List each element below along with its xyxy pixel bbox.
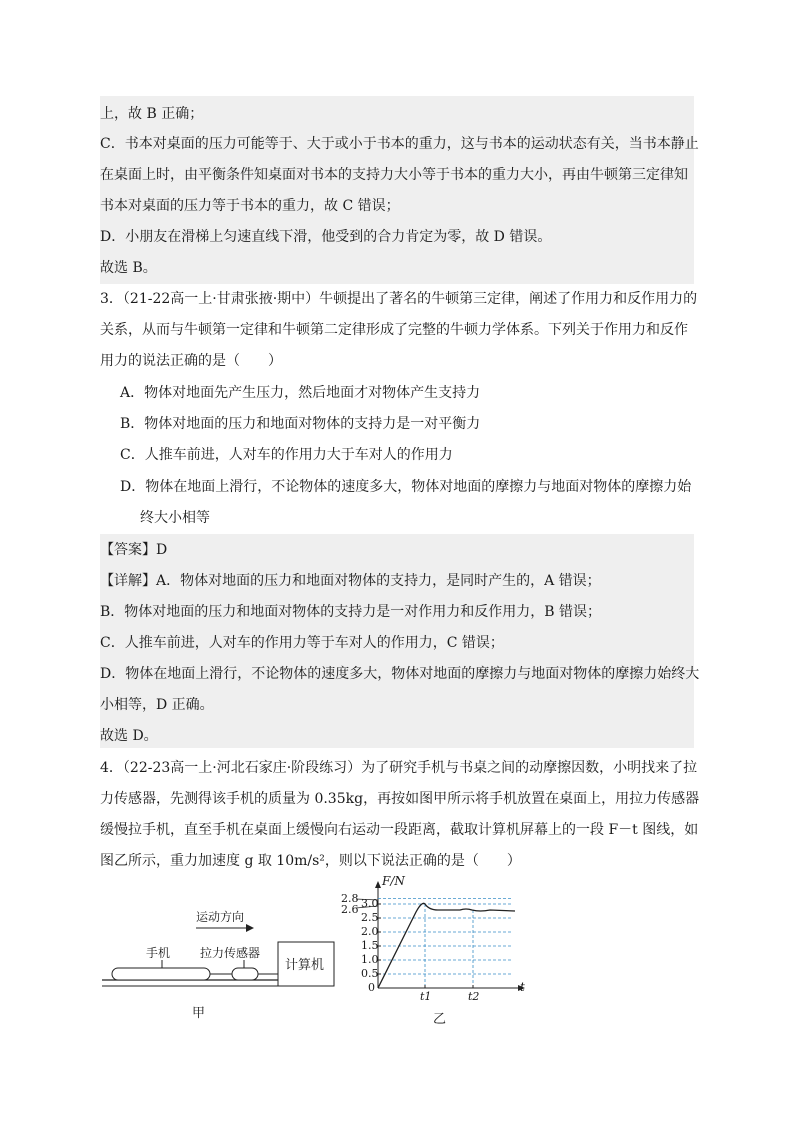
y-tick-2-5: 2.5 bbox=[361, 911, 379, 924]
y-tick-3-0: 3.0 bbox=[361, 897, 379, 910]
explanation-line: 【详解】A．物体对地面的压力和地面对物体的支持力，是同时产生的，A 错误； bbox=[100, 573, 601, 589]
explanation-line: C．人推车前进，人对车的作用力等于车对人的作用力，C 错误； bbox=[100, 635, 504, 651]
question-4-stem: 缓慢拉手机，直至手机在桌面上缓慢向右运动一段距离，截取计算机屏幕上的一段 F－t 图线，如 bbox=[100, 822, 699, 838]
caption-yi: 乙 bbox=[433, 1012, 447, 1027]
question-3-stem: 3．（21-22高一上·甘肃张掖·期中）牛顿提出了著名的牛顿第三定律，阐述了作用力和反作用力的 bbox=[100, 291, 698, 307]
explanation-line: D．物体在地面上滑行，不论物体的速度多大，物体对地面的摩擦力与地面对物体的摩擦力始终大 bbox=[100, 666, 700, 682]
question-4-stem: 力传感器，先测得该手机的质量为 0.35kg，再按如图甲所示将手机放置在桌面上，用拉力传感器 bbox=[100, 791, 700, 807]
y-tick-2-0: 2.0 bbox=[361, 925, 379, 938]
y-tick-1-5: 1.5 bbox=[361, 939, 379, 952]
question-4-stem: 图乙所示，重力加速度 g 取 10m/s²，则以下说法正确的是（ ） bbox=[100, 853, 521, 869]
text-line: 故选 B。 bbox=[100, 260, 157, 276]
option-a: A．物体对地面先产生压力，然后地面才对物体产生支持力 bbox=[120, 385, 481, 401]
label-direction: 运动方向 bbox=[196, 910, 245, 924]
t2-label: t2 bbox=[468, 990, 480, 1003]
y-tick-1-0: 1.0 bbox=[361, 953, 379, 966]
option-d-cont: 终大小相等 bbox=[140, 510, 210, 526]
label-phone: 手机 bbox=[146, 946, 171, 960]
y-tick-0-5: 0.5 bbox=[361, 967, 379, 980]
question-3-stem: 用力的说法正确的是（ ） bbox=[100, 353, 282, 369]
y-axis-label: F/N bbox=[382, 874, 405, 888]
text-line: 在桌面上时，由平衡条件知桌面对书本的支持力大小等于书本的重力大小，再由牛顿第三定律知 bbox=[100, 167, 688, 183]
answer-block-shade-1 bbox=[100, 96, 699, 284]
text-line: C．书本对桌面的压力可能等于、大于或小于书本的重力，这与书本的运动状态有关，当书本静止 bbox=[100, 136, 699, 152]
option-b: B．物体对地面的压力和地面对物体的支持力是一对平衡力 bbox=[120, 416, 481, 432]
option-c: C．人推车前进，人对车的作用力大于车对人的作用力 bbox=[120, 447, 453, 463]
text-line: 上，故 B 正确； bbox=[100, 106, 204, 122]
explanation-line: B．物体对地面的压力和地面对物体的支持力是一对作用力和反作用力，B 错误； bbox=[100, 604, 602, 620]
caption-jia: 甲 bbox=[192, 1006, 206, 1021]
origin-label: 0 bbox=[368, 981, 375, 994]
t1-label: t1 bbox=[420, 990, 432, 1003]
phone-shape bbox=[112, 968, 210, 980]
question-3-stem: 关系，从而与牛顿第一定律和牛顿第二定律形成了完整的牛顿力学体系。下列关于作用力和反作 bbox=[100, 322, 688, 338]
text-line: D．小朋友在滑梯上匀速直线下滑，他受到的合力肯定为零，故 D 错误。 bbox=[100, 229, 552, 245]
explanation-line: 故选 D。 bbox=[100, 728, 158, 744]
question-4-stem: 4．（22-23高一上·河北石家庄·阶段练习）为了研究手机与书桌之间的动摩擦因数，小明找来了拉 bbox=[100, 760, 698, 776]
y-mark-2-8: 2.8 bbox=[341, 892, 359, 905]
text-line: 书本对桌面的压力等于书本的重力，故 C 错误； bbox=[100, 198, 400, 214]
label-computer: 计算机 bbox=[285, 958, 325, 973]
answer-label: 【答案】D bbox=[100, 542, 168, 558]
option-d: D．物体在地面上滑行，不论物体的速度多大，物体对地面的摩擦力与地面对物体的摩擦力始 bbox=[120, 479, 692, 495]
label-sensor: 拉力传感器 bbox=[200, 946, 261, 960]
x-axis-label: t bbox=[520, 980, 525, 994]
explanation-line: 小相等，D 正确。 bbox=[100, 697, 214, 713]
y-mark-2-6: 2.6 bbox=[341, 903, 359, 916]
sensor-shape bbox=[232, 968, 258, 980]
